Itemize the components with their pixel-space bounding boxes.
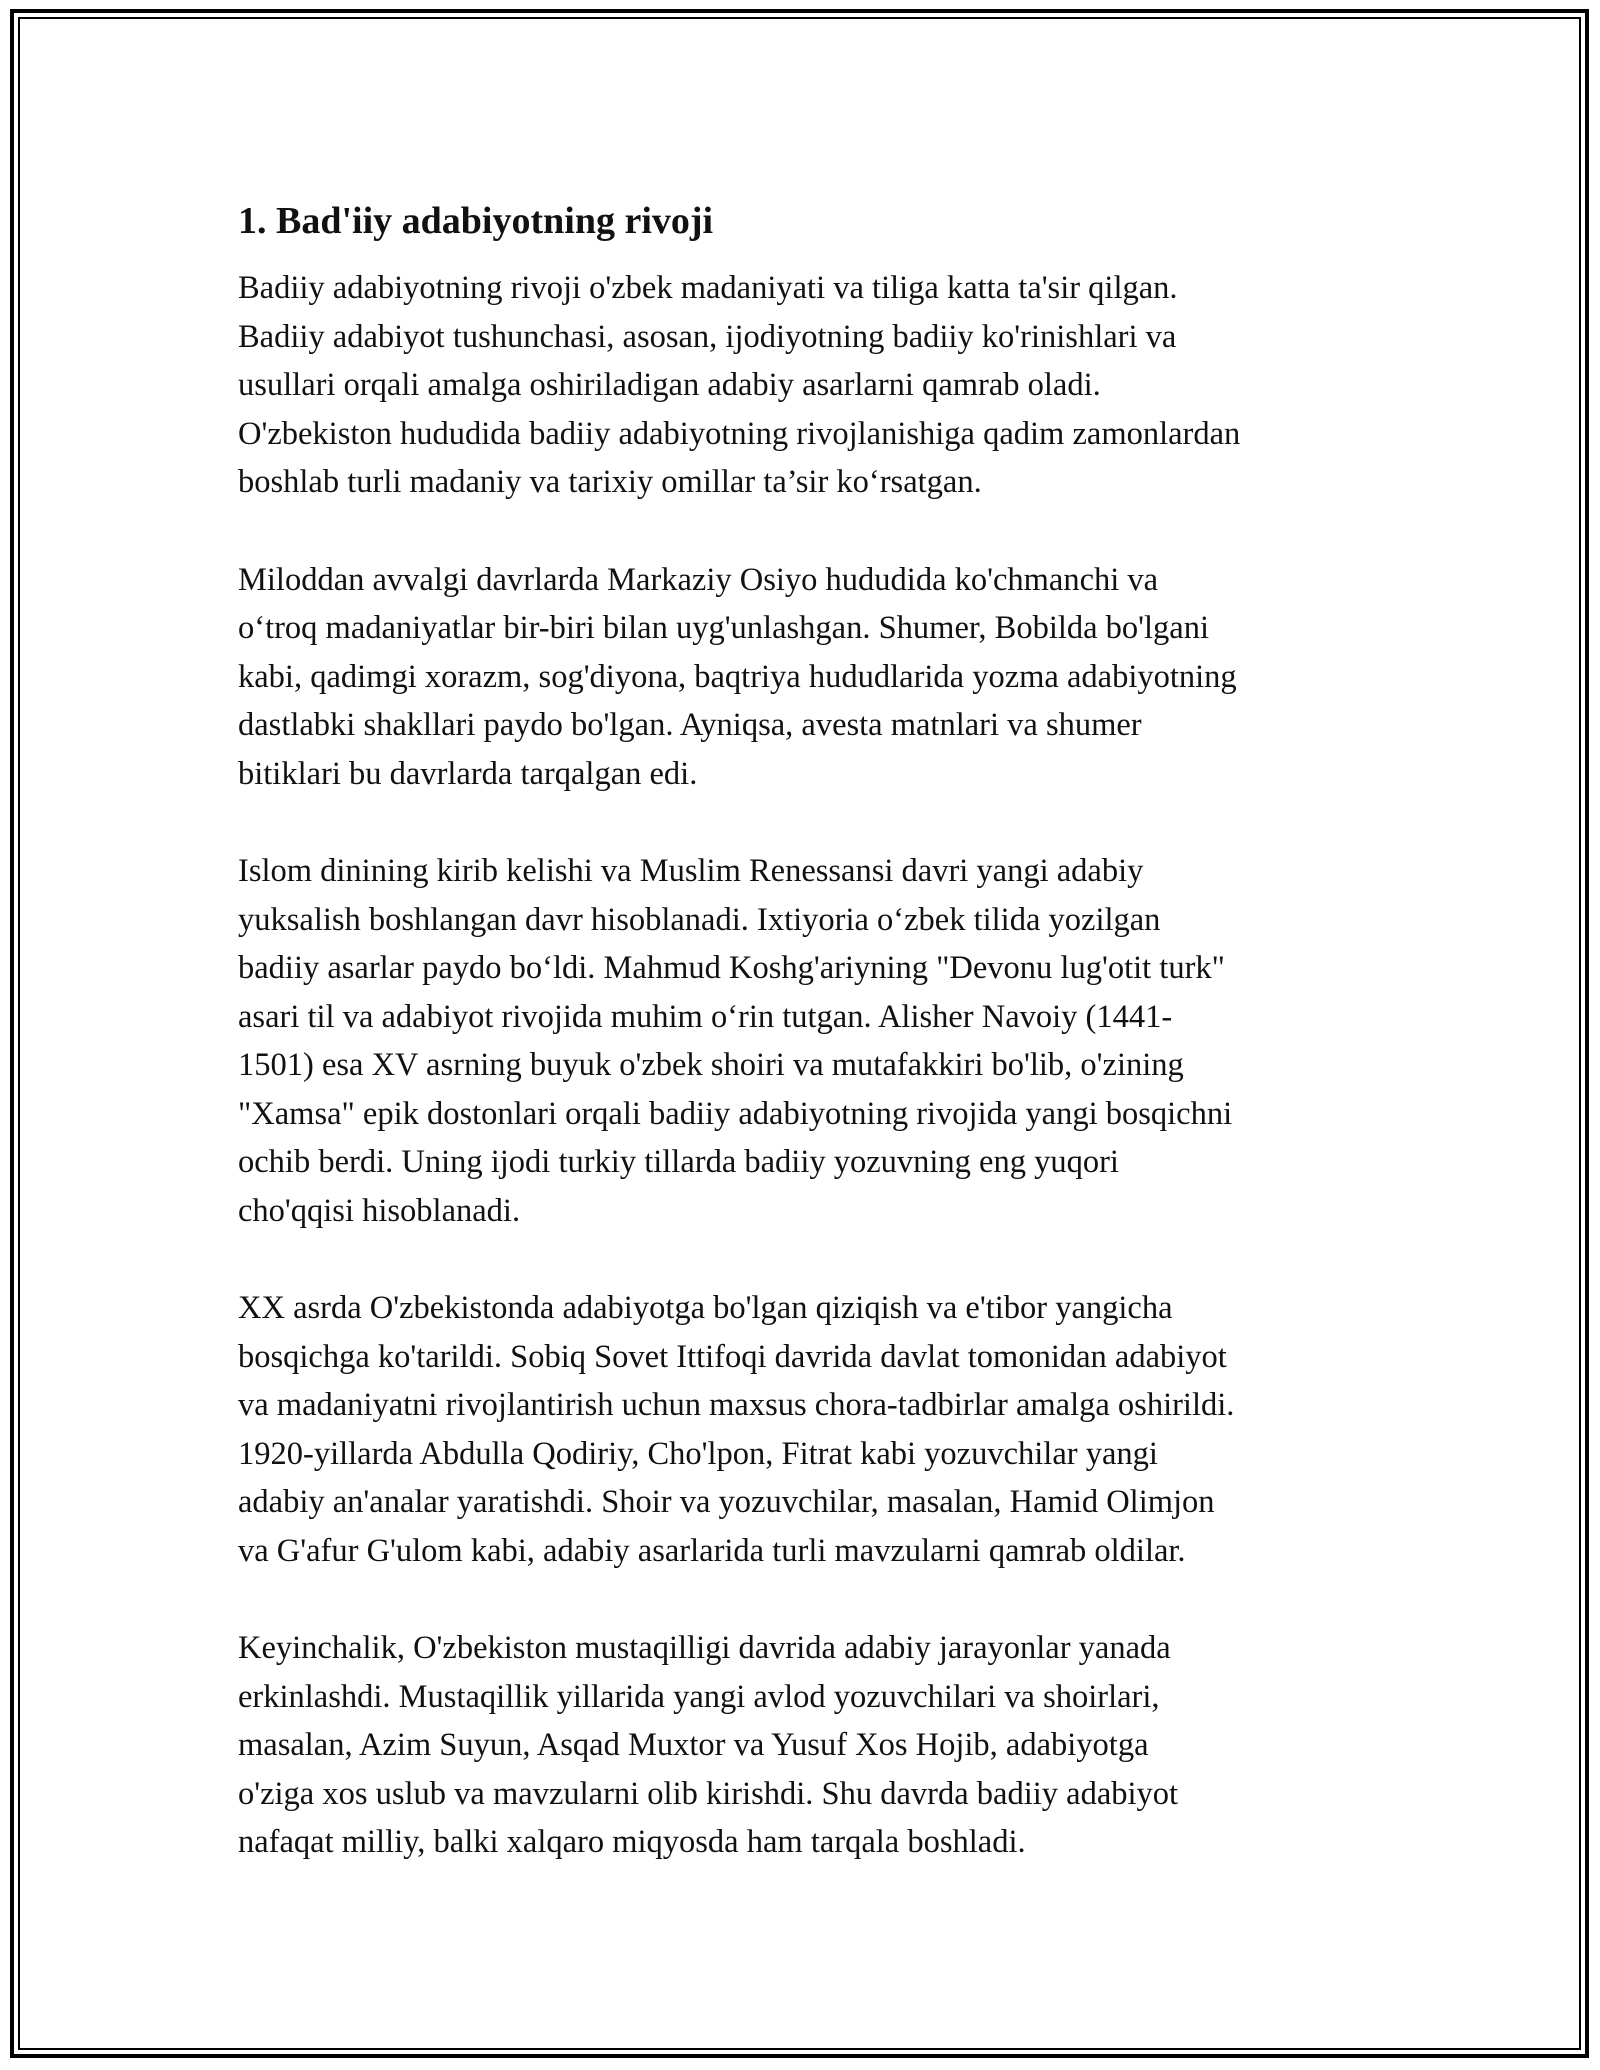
paragraph-3: Islom dinining kirib kelishi va Muslim Renessansi davri yangi adabiy yuksalish boshlangan davr hisoblanadi. Ixtiyoria o‘zbek tilida yozilgan badiiy asarlar paydo bo‘ldi. Mahmud Koshg'ariyning "Devonu lug'otit turk" asari til va adabiyot rivojida muhim o‘rin tutgan. Alisher Navoiy (1441- 1501) esa XV asrning buyuk o'zbek shoiri va mutafakkiri bo'lib, o'zining "Xamsa" epik dostonlari orqali badiiy adabiyotning rivojida yangi bosqichni ochib berdi. Uning ijodi turkiy tillarda badiiy yozuvning eng yuqori cho'qqisi hisoblanadi. bbox=[238, 853, 1233, 1229]
paragraph-5: Keyinchalik, O'zbekiston mustaqilligi davrida adabiy jarayonlar yanada erkinlashdi. Mustaqillik yillarida yangi avlod yozuvchilari va shoirlari, masalan, Azim Suyun, Asqad Muxtor va Yusuf Xos Hojib, adabiyotga o'ziga xos uslub va mavzularni olib kirishdi. Shu davrda badiiy adabiyot nafaqat milliy, balki xalqaro miqyosda ham tarqala boshladi. bbox=[238, 1630, 1179, 1860]
document-page bbox=[10, 9, 1589, 2058]
document-content bbox=[238, 196, 1388, 1916]
paragraph-4: XX asrda O'zbekistonda adabiyotga bo'lgan qiziqish va e'tibor yangicha bosqichga ko'tarildi. Sobiq Sovet Ittifoqi davrida davlat tomonidan adabiyot va madaniyatni rivojlantirish uchun maxsus chora-tadbirlar amalga oshirildi. 1920-yillarda Abdulla Qodiriy, Cho'lpon, Fitrat kabi yozuvchilar yangi adabiy an'analar yaratishdi. Shoir va yozuvchilar, masalan, Hamid Olimjon va G'afur G'ulom kabi, adabiy asarlarida turli mavzularni qamrab oldilar. bbox=[238, 1290, 1235, 1569]
document-title: 1. Bad'iiy adabiyotning rivoji bbox=[238, 200, 714, 242]
paragraph-2: Miloddan avvalgi davrlarda Markaziy Osiyo hududida ko'chmanchi va o‘troq madaniyatlar bir-biri bilan uyg'unlashgan. Shumer, Bobilda bo'lgani kabi, qadimgi xorazm, sog'diyona, baqtriya hududlarida yozma adabiyotning dastlabki shakllari paydo bo'lgan. Ayniqsa, avesta matnlari va shumer bitiklari bu davrlarda tarqalgan edi. bbox=[238, 561, 1237, 792]
paragraph-1: Badiiy adabiyotning rivoji o'zbek madaniyati va tiliga katta ta'sir qilgan. Badiiy adabiyot tushunchasi, asosan, ijodiyotning badiiy ko'rinishlari va usullari orqali amalga oshiriladigan adabiy asarlarni qamrab oladi. O'zbekiston hududida badiiy adabiyotning rivojlanishiga qadim zamonlardan boshlab turli madaniy va tarixiy omillar ta’sir ko‘rsatgan. bbox=[238, 270, 1241, 500]
